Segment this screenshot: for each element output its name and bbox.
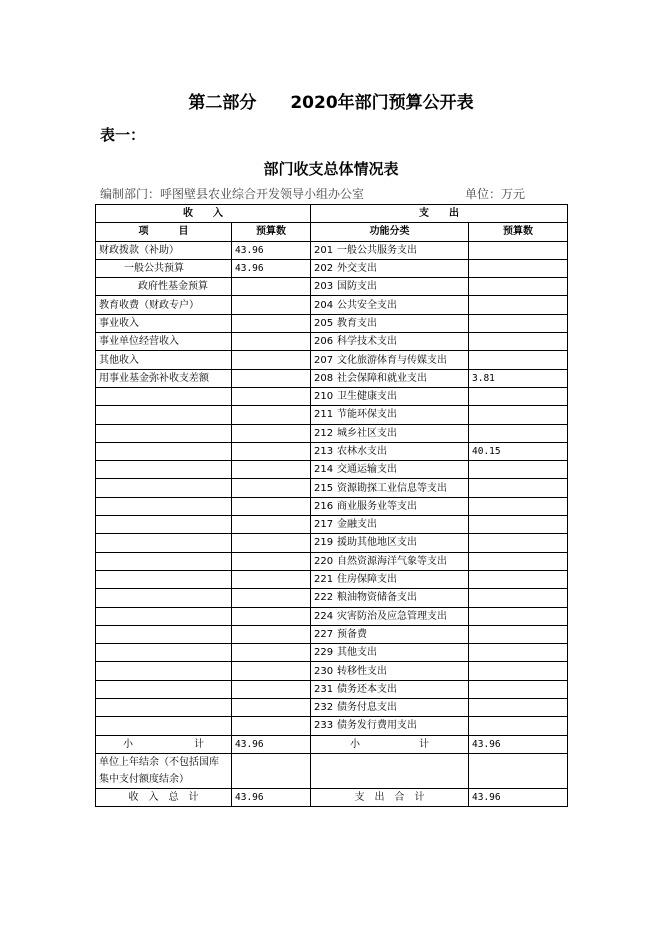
group-header-row bbox=[96, 205, 568, 223]
income-item-cell bbox=[96, 461, 232, 479]
function-code: 233 bbox=[314, 720, 334, 732]
function-class-cell bbox=[311, 406, 469, 424]
income-value-cell bbox=[232, 333, 311, 351]
expense-value-cell bbox=[469, 497, 568, 515]
table-title: 部门收支总体情况表 bbox=[263, 160, 399, 178]
function-class-cell bbox=[311, 333, 469, 351]
function-class-cell bbox=[311, 534, 469, 552]
function-code: 202 bbox=[314, 263, 334, 275]
function-code: 212 bbox=[314, 427, 334, 439]
total-expense-value: 43.96 bbox=[469, 788, 568, 806]
col-budget-header: 预算数 bbox=[232, 223, 311, 241]
income-value-cell bbox=[232, 278, 311, 296]
function-code: 210 bbox=[314, 391, 334, 403]
expense-value-cell bbox=[469, 662, 568, 680]
income-value-cell bbox=[232, 479, 311, 497]
expense-value-cell bbox=[469, 406, 568, 424]
function-class-cell bbox=[311, 296, 469, 314]
carryover-label: 单位上年结余（不包括国库集中支付额度结余） bbox=[96, 753, 232, 788]
expense-value-cell bbox=[469, 552, 568, 570]
expense-value-cell bbox=[469, 241, 568, 259]
income-value-cell bbox=[232, 699, 311, 717]
income-value-cell bbox=[232, 717, 311, 735]
table-row bbox=[96, 442, 568, 460]
table-row bbox=[96, 534, 568, 552]
function-class-cell bbox=[311, 351, 469, 369]
function-code: 219 bbox=[314, 537, 334, 549]
total-income-label: 收 入 总 计 bbox=[96, 788, 232, 806]
income-value-cell bbox=[232, 570, 311, 588]
income-item-cell bbox=[96, 644, 232, 662]
table-row bbox=[96, 717, 568, 735]
income-value-cell: 43.96 bbox=[232, 241, 311, 259]
income-item-cell: 事业单位经营收入 bbox=[96, 333, 232, 351]
expense-value-cell: 3.81 bbox=[469, 369, 568, 387]
expense-value-cell bbox=[469, 333, 568, 351]
function-class-cell bbox=[311, 369, 469, 387]
function-code: 222 bbox=[314, 592, 334, 604]
org-unit-line bbox=[100, 185, 540, 202]
income-item-cell bbox=[96, 625, 232, 643]
expense-value-cell bbox=[469, 424, 568, 442]
function-code: 203 bbox=[314, 281, 334, 293]
table-row bbox=[96, 516, 568, 534]
table-row bbox=[96, 589, 568, 607]
function-name: 债务还本支出 bbox=[337, 683, 397, 695]
function-code: 211 bbox=[314, 409, 334, 421]
income-item-cell: 用事业基金弥补收支差额 bbox=[96, 369, 232, 387]
function-code: 229 bbox=[314, 647, 334, 659]
expense-value-cell bbox=[469, 259, 568, 277]
income-item-cell: 事业收入 bbox=[96, 314, 232, 332]
table-row bbox=[96, 497, 568, 515]
table-row bbox=[96, 625, 568, 643]
function-class-cell bbox=[311, 442, 469, 460]
income-item-cell bbox=[96, 570, 232, 588]
income-item-cell: 财政拨款（补助） bbox=[96, 241, 232, 259]
income-value-cell bbox=[232, 314, 311, 332]
function-class-cell bbox=[311, 680, 469, 698]
subtotal-income-value: 43.96 bbox=[232, 735, 311, 753]
expense-value-cell bbox=[469, 644, 568, 662]
table-row bbox=[96, 461, 568, 479]
table-row bbox=[96, 570, 568, 588]
budget-table bbox=[95, 204, 568, 807]
table-row bbox=[96, 424, 568, 442]
income-value-cell: 43.96 bbox=[232, 259, 311, 277]
function-name: 国防支出 bbox=[337, 281, 377, 293]
function-code: 214 bbox=[314, 464, 334, 476]
function-class-cell bbox=[311, 625, 469, 643]
expense-value-cell bbox=[469, 296, 568, 314]
table-row bbox=[96, 552, 568, 570]
carryover-expense-value bbox=[469, 753, 568, 788]
subtotal-char: 计 bbox=[194, 738, 204, 750]
function-code: 231 bbox=[314, 683, 334, 695]
income-item-cell: 政府性基金预算 bbox=[96, 278, 232, 296]
function-name: 债务发行费用支出 bbox=[337, 720, 417, 732]
income-item-cell bbox=[96, 406, 232, 424]
table-row bbox=[96, 644, 568, 662]
function-name: 节能环保支出 bbox=[337, 409, 397, 421]
income-value-cell bbox=[232, 461, 311, 479]
function-class-cell bbox=[311, 387, 469, 405]
table-row bbox=[96, 607, 568, 625]
table-row bbox=[96, 351, 568, 369]
income-value-cell bbox=[232, 625, 311, 643]
income-item-cell bbox=[96, 607, 232, 625]
expense-value-cell bbox=[469, 607, 568, 625]
function-name: 教育支出 bbox=[337, 317, 377, 329]
function-name: 金融支出 bbox=[337, 519, 377, 531]
col-item-header: 项 目 bbox=[96, 223, 232, 241]
table-row bbox=[96, 369, 568, 387]
function-class-cell bbox=[311, 479, 469, 497]
income-value-cell bbox=[232, 589, 311, 607]
income-item-cell: 一般公共预算 bbox=[96, 259, 232, 277]
expense-value-cell bbox=[469, 278, 568, 296]
income-item-cell bbox=[96, 552, 232, 570]
function-name: 自然资源海洋气象等支出 bbox=[337, 555, 447, 567]
expense-value-cell bbox=[469, 461, 568, 479]
function-name: 预备费 bbox=[337, 628, 367, 640]
table-row bbox=[96, 259, 568, 277]
income-value-cell bbox=[232, 644, 311, 662]
income-value-cell bbox=[232, 680, 311, 698]
function-class-cell bbox=[311, 717, 469, 735]
income-item-cell bbox=[96, 516, 232, 534]
subtotal-row bbox=[96, 735, 568, 753]
function-code: 230 bbox=[314, 665, 334, 677]
income-item-cell: 教育收费（财政专户） bbox=[96, 296, 232, 314]
expense-value-cell: 40.15 bbox=[469, 442, 568, 460]
function-code: 208 bbox=[314, 372, 334, 384]
carryover-value bbox=[232, 753, 311, 788]
income-item-cell bbox=[96, 442, 232, 460]
function-code: 201 bbox=[314, 244, 334, 256]
income-value-cell bbox=[232, 607, 311, 625]
income-item-cell bbox=[96, 717, 232, 735]
total-income-value: 43.96 bbox=[232, 788, 311, 806]
function-code: 216 bbox=[314, 500, 334, 512]
function-code: 204 bbox=[314, 299, 334, 311]
function-code: 227 bbox=[314, 628, 334, 640]
function-class-cell bbox=[311, 424, 469, 442]
expense-value-cell bbox=[469, 479, 568, 497]
function-name: 农林水支出 bbox=[337, 446, 387, 457]
function-class-cell bbox=[311, 314, 469, 332]
function-code: 213 bbox=[314, 446, 334, 457]
subtotal-income-label bbox=[96, 735, 232, 753]
income-value-cell bbox=[232, 497, 311, 515]
table-row bbox=[96, 387, 568, 405]
function-class-cell bbox=[311, 552, 469, 570]
function-name: 科学技术支出 bbox=[337, 336, 397, 348]
function-class-cell bbox=[311, 241, 469, 259]
function-name: 文化旅游体育与传媒支出 bbox=[337, 354, 447, 366]
income-item-cell bbox=[96, 534, 232, 552]
income-item-cell bbox=[96, 497, 232, 515]
income-value-cell bbox=[232, 351, 311, 369]
table-row bbox=[96, 296, 568, 314]
table-row bbox=[96, 333, 568, 351]
function-class-cell bbox=[311, 662, 469, 680]
function-code: 215 bbox=[314, 482, 334, 494]
function-name: 卫生健康支出 bbox=[337, 391, 397, 403]
function-class-cell bbox=[311, 497, 469, 515]
expense-value-cell bbox=[469, 680, 568, 698]
income-item-cell bbox=[96, 662, 232, 680]
income-item-cell bbox=[96, 479, 232, 497]
total-row bbox=[96, 788, 568, 806]
function-code: 221 bbox=[314, 574, 334, 586]
function-code: 220 bbox=[314, 555, 334, 567]
expense-value-cell bbox=[469, 387, 568, 405]
income-item-cell: 其他收入 bbox=[96, 351, 232, 369]
function-name: 资源勘探工业信息等支出 bbox=[337, 482, 447, 494]
function-code: 224 bbox=[314, 610, 334, 622]
income-value-cell bbox=[232, 662, 311, 680]
function-class-cell bbox=[311, 699, 469, 717]
subtotal-char: 小 bbox=[123, 738, 133, 750]
function-name: 其他支出 bbox=[337, 647, 377, 659]
income-value-cell bbox=[232, 369, 311, 387]
function-class-cell bbox=[311, 589, 469, 607]
function-name: 援助其他地区支出 bbox=[337, 537, 417, 549]
table-row bbox=[96, 406, 568, 424]
function-class-cell bbox=[311, 607, 469, 625]
table-number-label: 表一： bbox=[100, 126, 146, 144]
income-item-cell bbox=[96, 387, 232, 405]
income-item-cell bbox=[96, 680, 232, 698]
function-name: 一般公共服务支出 bbox=[337, 244, 417, 256]
table-row bbox=[96, 662, 568, 680]
expense-value-cell bbox=[469, 625, 568, 643]
function-name: 住房保障支出 bbox=[337, 574, 397, 586]
function-class-cell bbox=[311, 516, 469, 534]
subtotal-expense-value: 43.96 bbox=[469, 735, 568, 753]
carryover-row bbox=[96, 753, 568, 788]
income-group-header: 收 入 bbox=[96, 205, 311, 223]
function-name: 商业服务业等支出 bbox=[337, 500, 417, 512]
expense-value-cell bbox=[469, 351, 568, 369]
income-item-cell bbox=[96, 589, 232, 607]
expense-value-cell bbox=[469, 699, 568, 717]
table-row bbox=[96, 314, 568, 332]
table-row bbox=[96, 699, 568, 717]
expense-value-cell bbox=[469, 516, 568, 534]
unit-label: 单位：万元 bbox=[465, 187, 526, 201]
function-name: 公共安全支出 bbox=[337, 299, 397, 311]
carryover-expense bbox=[311, 753, 469, 788]
income-item-cell bbox=[96, 424, 232, 442]
income-value-cell bbox=[232, 516, 311, 534]
function-code: 232 bbox=[314, 702, 334, 714]
table-row bbox=[96, 278, 568, 296]
function-class-cell bbox=[311, 644, 469, 662]
function-code: 205 bbox=[314, 317, 334, 329]
expense-value-cell bbox=[469, 717, 568, 735]
income-value-cell bbox=[232, 387, 311, 405]
function-code: 217 bbox=[314, 519, 334, 531]
expense-value-cell bbox=[469, 589, 568, 607]
function-name: 社会保障和就业支出 bbox=[337, 372, 427, 384]
subtotal-char: 计 bbox=[419, 738, 429, 750]
table-row bbox=[96, 680, 568, 698]
function-code: 206 bbox=[314, 336, 334, 348]
function-class-cell bbox=[311, 278, 469, 296]
function-name: 外交支出 bbox=[337, 263, 377, 275]
function-name: 交通运输支出 bbox=[337, 464, 397, 476]
function-code: 207 bbox=[314, 354, 334, 366]
expense-value-cell bbox=[469, 534, 568, 552]
org-label: 编制部门：呼图壁县农业综合开发领导小组办公室 bbox=[100, 187, 365, 201]
page-title: 第二部分 2020年部门预算公开表 bbox=[188, 93, 474, 113]
expense-value-cell bbox=[469, 314, 568, 332]
expense-value-cell bbox=[469, 570, 568, 588]
subtotal-char: 小 bbox=[350, 738, 360, 750]
function-name: 债务付息支出 bbox=[337, 702, 397, 714]
column-header-row bbox=[96, 223, 568, 241]
function-name: 城乡社区支出 bbox=[337, 427, 397, 439]
function-name: 灾害防治及应急管理支出 bbox=[337, 610, 447, 622]
function-name: 粮油物资储备支出 bbox=[337, 592, 417, 604]
function-class-cell bbox=[311, 570, 469, 588]
function-name: 转移性支出 bbox=[337, 665, 387, 677]
col-function-header: 功能分类 bbox=[311, 223, 469, 241]
function-class-cell bbox=[311, 461, 469, 479]
subtotal-expense-label bbox=[311, 735, 469, 753]
income-value-cell bbox=[232, 424, 311, 442]
income-value-cell bbox=[232, 552, 311, 570]
col-budget-header: 预算数 bbox=[469, 223, 568, 241]
table-row bbox=[96, 479, 568, 497]
function-class-cell bbox=[311, 259, 469, 277]
income-value-cell bbox=[232, 442, 311, 460]
table-row bbox=[96, 241, 568, 259]
income-item-cell bbox=[96, 699, 232, 717]
income-value-cell bbox=[232, 296, 311, 314]
total-expense-label: 支 出 合 计 bbox=[311, 788, 469, 806]
income-value-cell bbox=[232, 534, 311, 552]
income-value-cell bbox=[232, 406, 311, 424]
expense-group-header: 支 出 bbox=[311, 205, 568, 223]
